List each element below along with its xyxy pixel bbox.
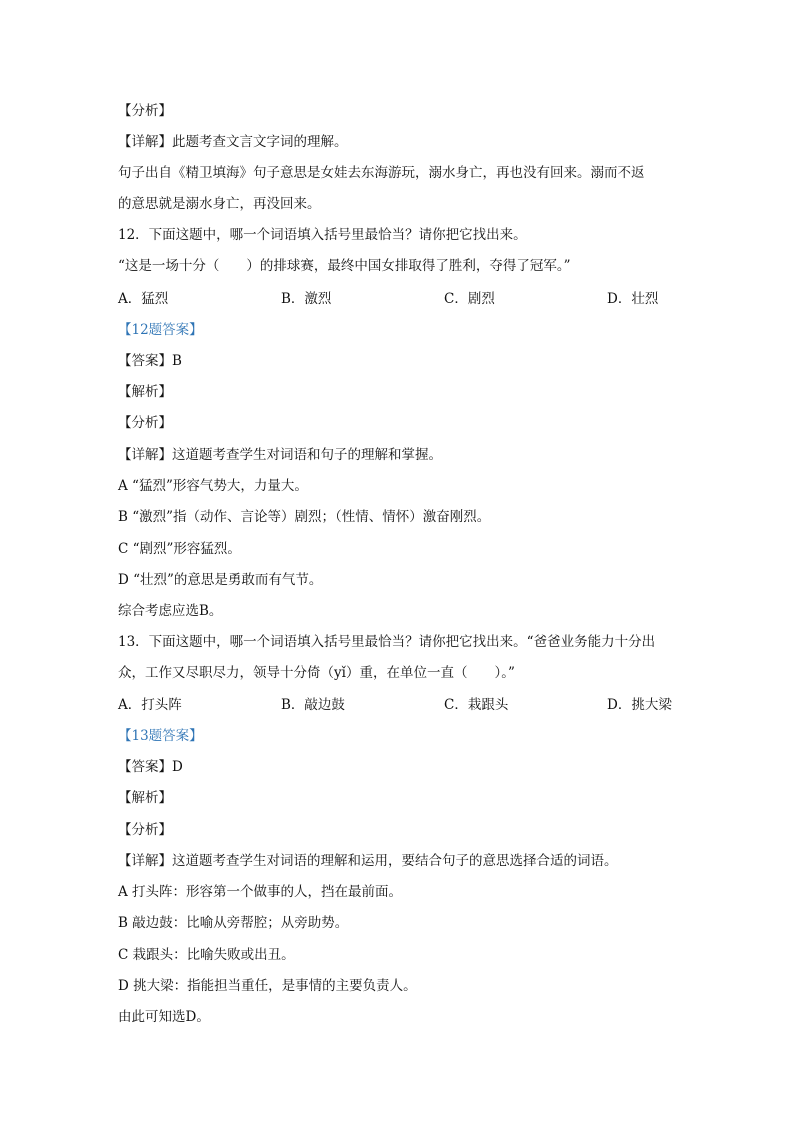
q12-option-a: A．猛烈 [118,291,169,307]
question-13-stem-line-1: 13．下面这题中，哪一个词语填入括号里最恰当？请你把它找出来。“爸爸业务能力十分出 [118,634,656,650]
q13-option-d: D．挑大梁 [607,697,672,713]
explanation-line-1: 句子出自《精卫填海》句子意思是女娃去东海游玩，溺水身亡，再也没有回来。溺而不返 [118,165,645,181]
q12-detail-b: B “激烈”指（动作、言论等）剧烈；（性情、情怀）激奋刚烈。 [118,509,491,525]
q12-analysis-label: 【分析】 [118,415,172,431]
q12-answer: 【答案】B [118,353,182,369]
explanation-line-2: 的意思就是溺水身亡，再没回来。 [118,196,321,212]
q12-detail-a: A “猛烈”形容气势大，力量大。 [118,478,308,494]
q12-conclusion: 综合考虑应选B。 [118,603,223,619]
q13-analysis-label: 【分析】 [118,822,172,838]
q12-option-c: C．剧烈 [444,291,495,307]
q12-detail: 【详解】这道题考查学生对词语和句子的理解和掌握。 [118,447,442,463]
q13-analysis-header: 【解析】 [118,790,172,806]
q13-detail: 【详解】这道题考查学生对词语的理解和运用，要结合句子的意思选择合适的词语。 [118,853,618,869]
q12-detail-c: C “剧烈”形容猛烈。 [118,541,241,557]
q13-detail-d: D 挑大梁：指能担当重任，是事情的主要负责人。 [118,978,417,994]
q12-analysis-header: 【解析】 [118,384,172,400]
q13-detail-b: B 敲边鼓：比喻从旁帮腔；从旁助势。 [118,915,349,931]
question-13-stem-line-2: 众，工作又尽职尽力，领导十分倚（yǐ）重，在单位一直（ ）。” [118,665,515,681]
q13-option-a: A．打头阵 [118,697,182,713]
q13-answer: 【答案】D [118,759,183,775]
question-12-stem: 12．下面这题中，哪一个词语填入括号里最恰当？请你把它找出来。 [118,227,527,243]
q12-answer-header: 【12题答案】 [118,322,203,338]
q12-detail-d: D “壮烈”的意思是勇敢而有气节。 [118,572,323,588]
q13-conclusion: 由此可知选D。 [118,1009,210,1025]
q13-detail-a: A 打头阵：形容第一个做事的人，挡在最前面。 [118,884,403,900]
q12-option-d: D．壮烈 [607,291,659,307]
q12-option-b: B．激烈 [281,291,332,307]
q13-option-c: C．栽跟头 [444,697,509,713]
analysis-label: 【分析】 [118,103,172,119]
q13-detail-c: C 栽跟头：比喻失败或出丑。 [118,947,295,963]
q13-answer-header: 【13题答案】 [118,728,203,744]
detail-text: 【详解】此题考查文言文字词的理解。 [118,134,348,150]
question-12-sentence: “这是一场十分（ ）的排球赛，最终中国女排取得了胜利，夺得了冠军。” [118,258,571,274]
q13-option-b: B．敲边鼓 [281,697,345,713]
